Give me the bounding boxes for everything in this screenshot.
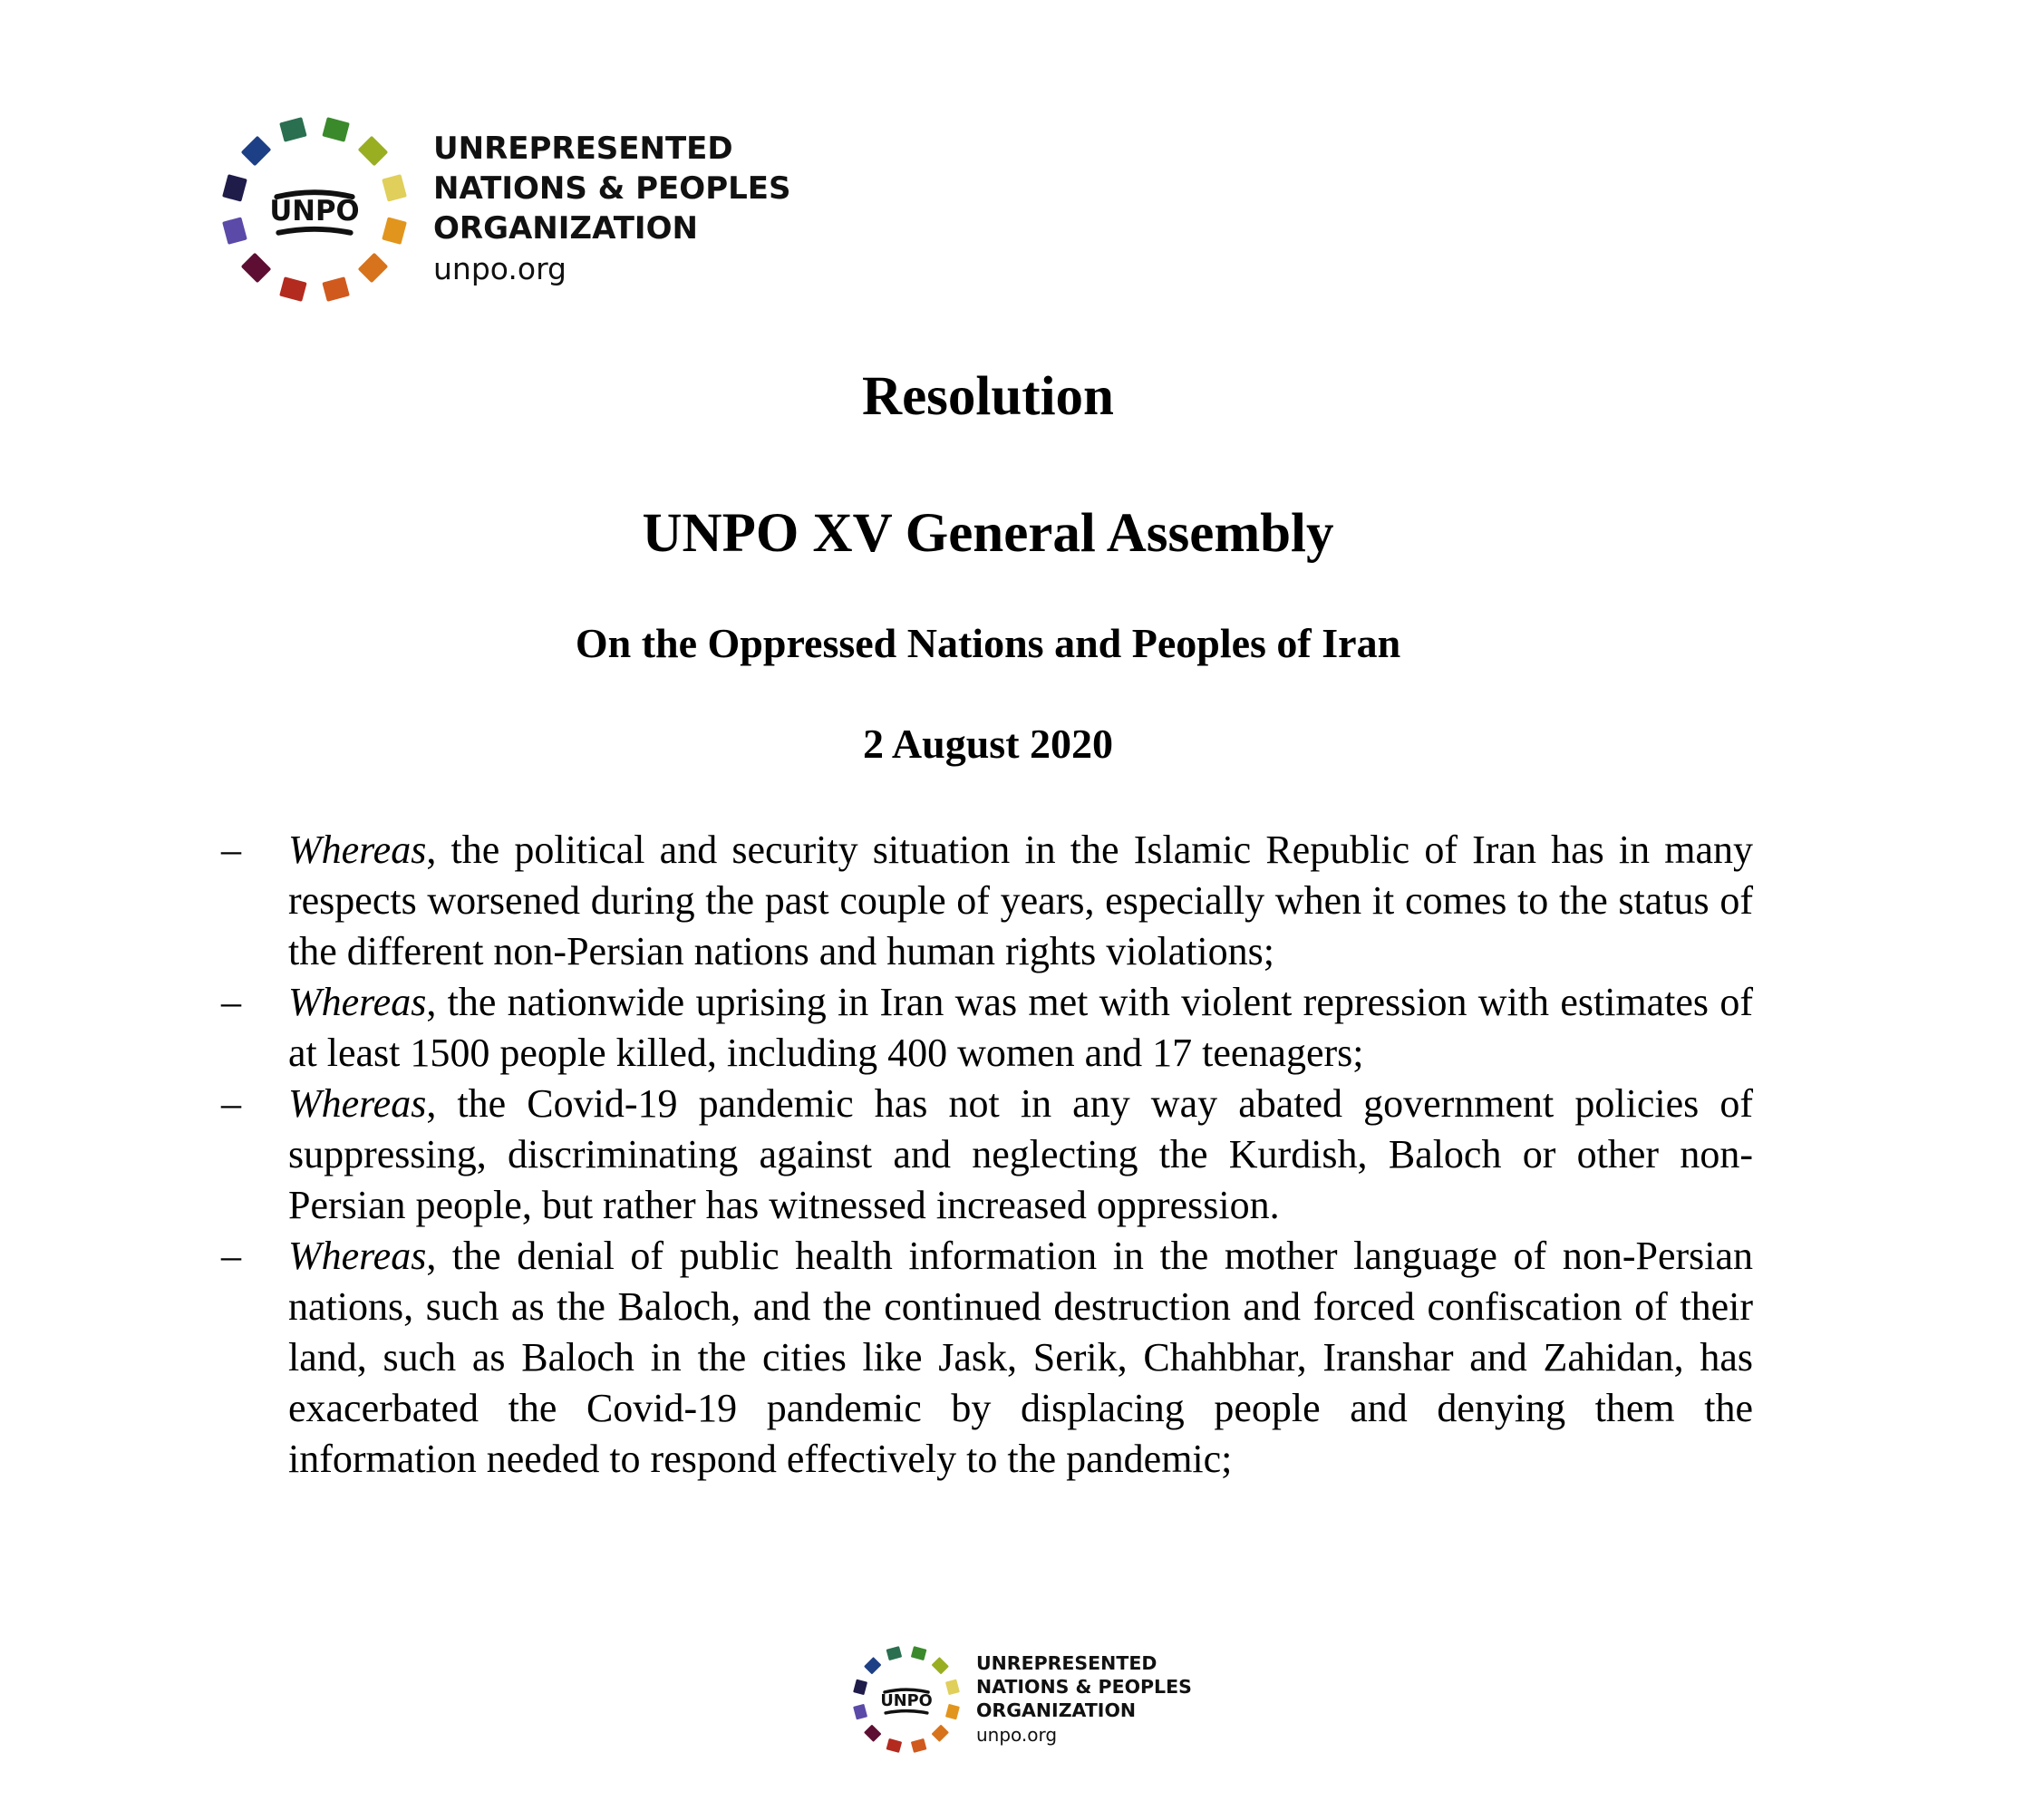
ring-segment <box>358 253 389 284</box>
ring-segment <box>932 1657 949 1674</box>
clause-keyword: Whereas <box>288 980 427 1024</box>
ring-segment <box>853 1704 867 1720</box>
ring-segment <box>222 174 247 202</box>
ring-segment <box>279 117 307 142</box>
logo-wordmark <box>433 129 791 290</box>
logo-line-2: NATIONS & PEOPLES <box>433 170 791 207</box>
clause-1 <box>221 825 1753 977</box>
logo-line-1: UNREPRESENTED <box>976 1652 1157 1674</box>
ring-segment <box>358 136 389 167</box>
ring-segment <box>241 136 272 167</box>
bullet-dash: – <box>221 828 241 872</box>
ring-segment <box>382 174 407 202</box>
logo-line-1: UNREPRESENTED <box>433 131 733 167</box>
bullet-dash: – <box>221 980 241 1024</box>
clause-keyword: Whereas <box>288 1081 427 1126</box>
logo-wordmark <box>976 1651 1192 1747</box>
resolution-date: 2 August 2020 <box>862 721 1114 767</box>
clause-keyword: Whereas <box>288 828 427 872</box>
ring-segment <box>911 1646 927 1660</box>
clause-text: , the denial of public health information in the mother language of non-Persian nations, such as the Baloch, and the continued destruction and forced confiscation of their land, such as Baloch in the cities like Jask, Serik, Chahbhar, Iranshar and Zahidan, has exacerbated the Covid-19 pandemic by displacing people and denying them the information needed to respond effectively to the pandemic; <box>288 1234 1753 1481</box>
logo-url: unpo.org <box>976 1724 1058 1746</box>
document-title: Resolution <box>862 366 1114 427</box>
ring-segment <box>853 1680 867 1696</box>
header-logo <box>216 111 791 308</box>
ring-segment <box>945 1704 960 1720</box>
clause-2 <box>221 977 1753 1079</box>
emblem-mark-text: UNPO <box>880 1691 933 1710</box>
logo-line-2: NATIONS & PEOPLES <box>976 1676 1192 1698</box>
clause-3 <box>221 1079 1753 1231</box>
unpo-ring-emblem <box>216 111 413 308</box>
ring-segment <box>886 1738 903 1753</box>
ring-segment <box>279 276 307 302</box>
ring-segment <box>382 217 407 245</box>
clause-text: , the political and security situation in the Islamic Republic of Iran has in many respects worsened during the past couple of years, especially when it comes to the status of the different non-Persian nations and human rights violations; <box>288 828 1753 973</box>
preamble-clauses <box>221 825 1753 1485</box>
resolution-subject: On the Oppressed Nations and Peoples of Iran <box>575 620 1401 666</box>
footer-logo <box>849 1642 1192 1757</box>
ring-segment <box>932 1725 949 1742</box>
logo-line-3: ORGANIZATION <box>976 1699 1137 1721</box>
ring-segment <box>945 1680 960 1696</box>
ring-segment <box>864 1725 881 1742</box>
ring-segment <box>322 117 350 142</box>
clause-4 <box>221 1231 1753 1485</box>
logo-url: unpo.org <box>433 251 567 286</box>
unpo-ring-emblem <box>849 1642 964 1757</box>
logo-line-3: ORGANIZATION <box>433 210 698 247</box>
clause-text: , the nationwide uprising in Iran was met with violent repression with estimates of at least 1500 people killed, including 400 women and 17 teenagers; <box>288 980 1753 1075</box>
bullet-dash: – <box>221 1234 241 1278</box>
emblem-mark-text: UNPO <box>269 194 360 228</box>
clause-keyword: Whereas <box>288 1234 427 1278</box>
ring-segment <box>322 276 350 302</box>
bullet-dash: – <box>221 1081 241 1126</box>
ring-segment <box>222 217 247 245</box>
ring-segment <box>911 1738 927 1753</box>
clause-text: , the Covid-19 pandemic has not in any way abated government policies of suppressing, discriminating against and neglecting the Kurdish, Baloch or other non-Persian people, but rather has witnessed increased oppression. <box>288 1081 1753 1227</box>
assembly-heading: UNPO XV General Assembly <box>642 503 1334 564</box>
ring-segment <box>241 253 272 284</box>
ring-segment <box>864 1657 881 1674</box>
ring-segment <box>886 1646 903 1660</box>
